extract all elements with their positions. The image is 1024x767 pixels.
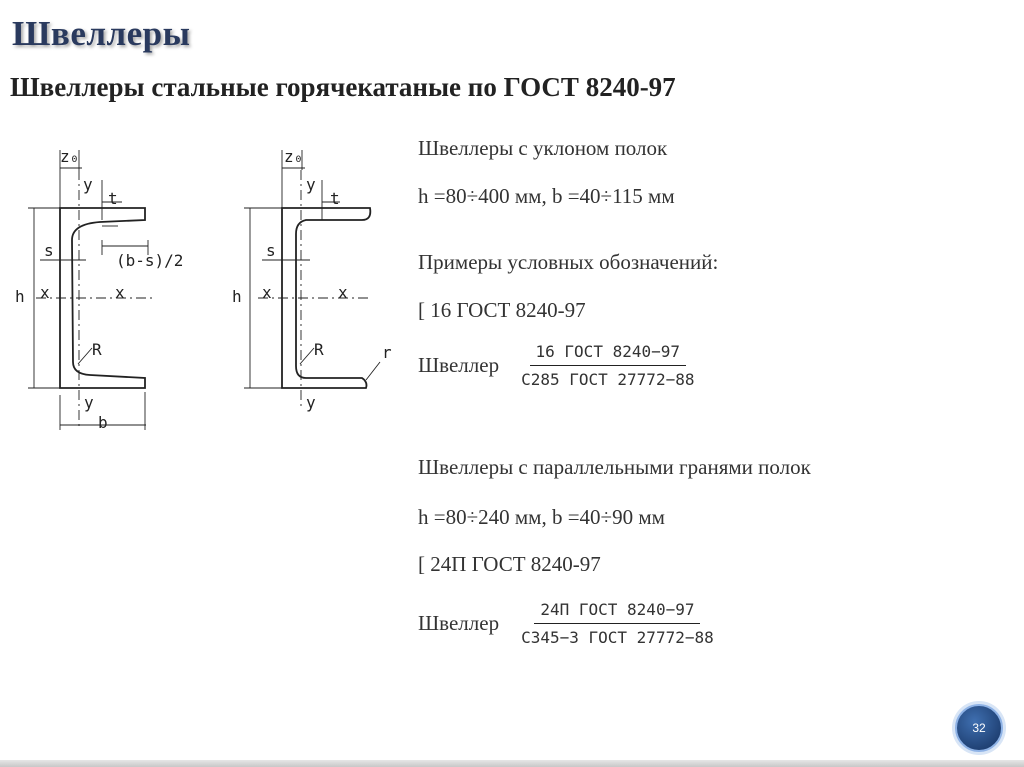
section2-shveller-label: Швеллер bbox=[418, 611, 500, 635]
section1-heading: Швеллеры с уклоном полок bbox=[418, 136, 668, 160]
y-axis-top-label-2: y bbox=[306, 175, 316, 194]
s-label-2: s bbox=[266, 241, 276, 260]
section2-designation: [ 24П ГОСТ 8240-97 bbox=[418, 552, 601, 576]
section1-denominator: С285 ГОСТ 27772−88 bbox=[521, 370, 695, 389]
section2-heading: Швеллеры с параллельными гранями полок bbox=[418, 455, 811, 479]
x-axis-left-label-2: x bbox=[262, 283, 272, 302]
h-label: h bbox=[15, 287, 25, 306]
z0-label: z₀ bbox=[60, 147, 80, 166]
t-label: t bbox=[108, 189, 118, 208]
section1-example bbox=[418, 342, 700, 389]
r-small-label: r bbox=[382, 343, 392, 362]
section1-shveller-label: Швеллер bbox=[418, 353, 500, 377]
x-axis-right-label-2: x bbox=[338, 283, 348, 302]
t-label-2: t bbox=[330, 189, 340, 208]
bottom-bar bbox=[0, 760, 1024, 767]
r-large-label-2: R bbox=[314, 340, 324, 359]
x-axis-right-label: x bbox=[115, 283, 125, 302]
section2-denominator: С345−3 ГОСТ 27772−88 bbox=[521, 628, 714, 647]
section2-fraction bbox=[515, 600, 720, 647]
section1-numerator: 16 ГОСТ 8240−97 bbox=[530, 342, 687, 366]
y-axis-bottom-label: y bbox=[84, 393, 94, 412]
flange-offset-label: (b-s)/2 bbox=[116, 251, 184, 270]
channel-drawings bbox=[0, 130, 400, 440]
section2-example bbox=[418, 600, 720, 647]
page-subtitle: Швеллеры стальные горячекатаные по ГОСТ 8240-97 bbox=[10, 72, 676, 102]
page-title: Швеллеры bbox=[12, 14, 191, 53]
examples-heading: Примеры условных обозначений: bbox=[418, 250, 719, 274]
h-label-2: h bbox=[232, 287, 242, 306]
r-large-label: R bbox=[92, 340, 102, 359]
section2-range: h =80÷240 мм, b =40÷90 мм bbox=[418, 505, 665, 529]
section1-designation: [ 16 ГОСТ 8240-97 bbox=[418, 298, 586, 322]
b-label: b bbox=[98, 413, 108, 432]
section2-numerator: 24П ГОСТ 8240−97 bbox=[534, 600, 700, 624]
z0-label-2: z₀ bbox=[284, 147, 304, 166]
y-axis-bottom-label-2: y bbox=[306, 393, 316, 412]
s-label: s bbox=[44, 241, 54, 260]
section1-fraction bbox=[515, 342, 700, 389]
section1-range: h =80÷400 мм, b =40÷115 мм bbox=[418, 184, 675, 208]
y-axis-top-label: y bbox=[83, 175, 93, 194]
x-axis-left-label: x bbox=[40, 283, 50, 302]
page-number-badge: 32 bbox=[955, 704, 1003, 752]
